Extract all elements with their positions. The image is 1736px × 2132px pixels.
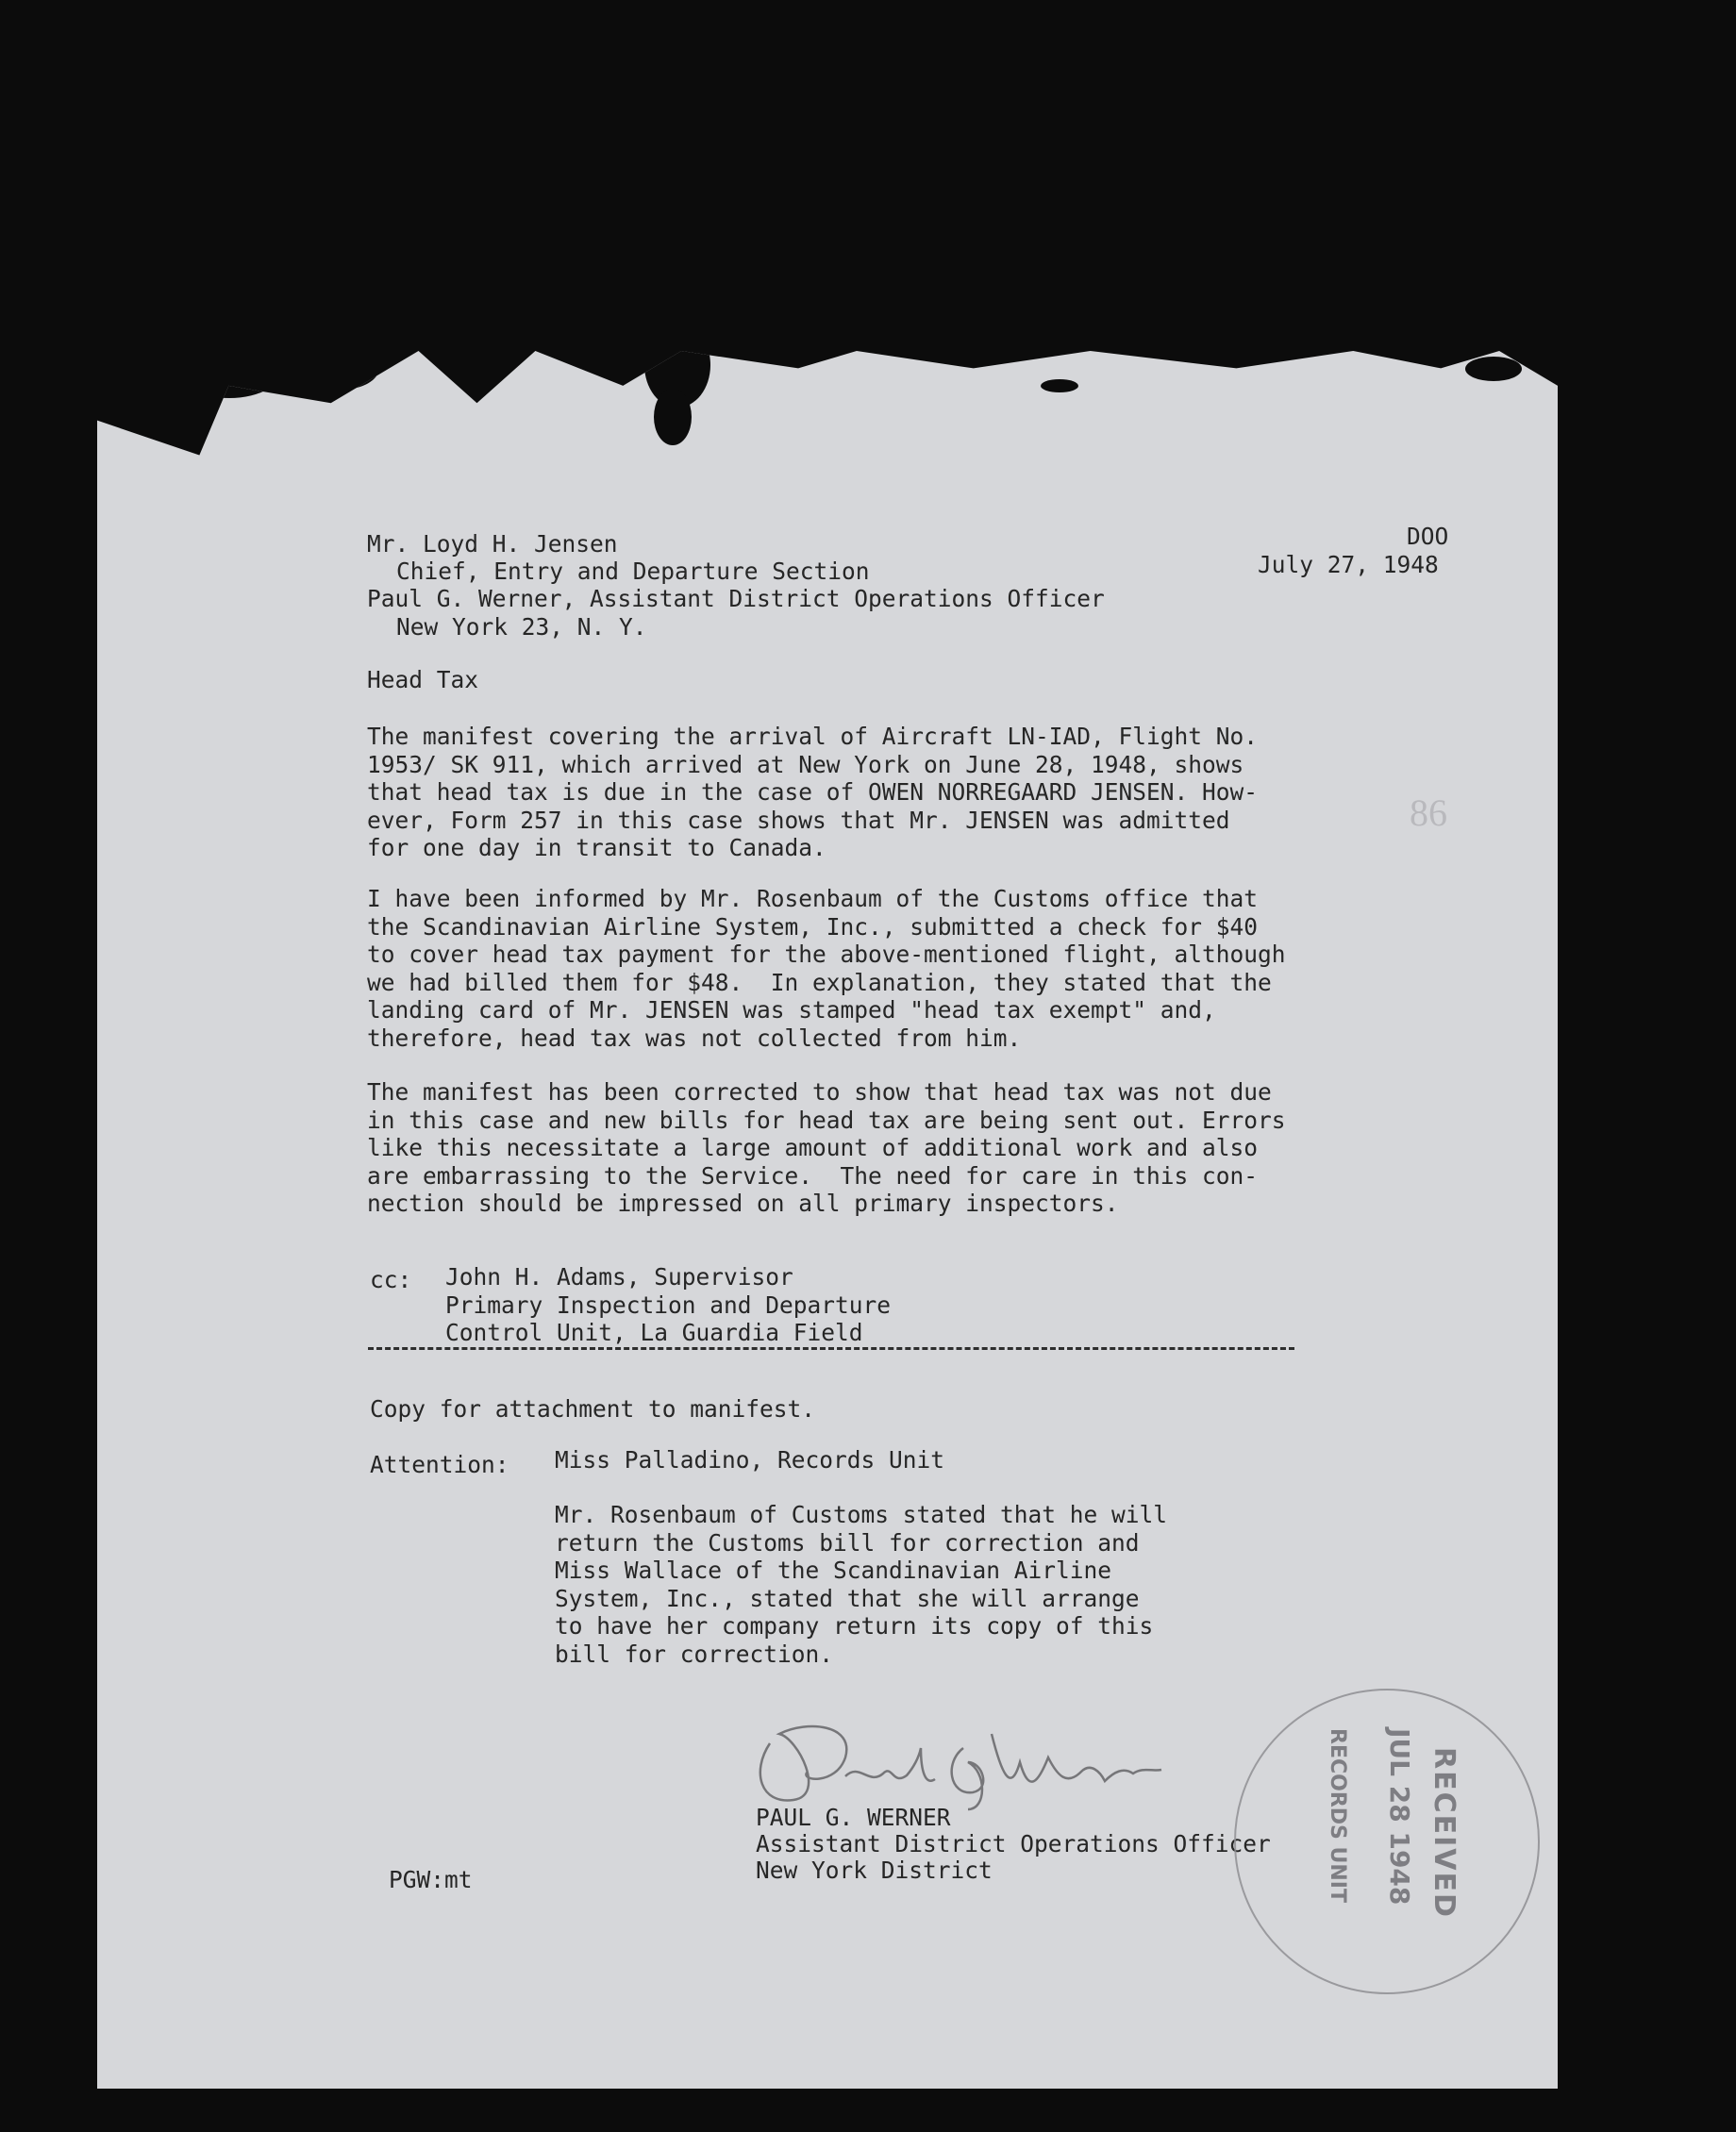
- signer-district: New York District: [756, 1857, 993, 1884]
- body-paragraph-1: [367, 723, 1258, 862]
- paragraph-line: in this case and new bills for head tax are being sent out. Errors: [367, 1106, 1286, 1134]
- office-code: DOO: [1407, 523, 1449, 550]
- cc-line: John H. Adams, Supervisor: [445, 1263, 793, 1291]
- paragraph-line: I have been informed by Mr. Rosenbaum of the Customs office that: [367, 885, 1259, 912]
- paragraph-line: that head tax is due in the case of OWEN NORREGAARD JENSEN. How-: [367, 778, 1259, 806]
- letter-date: July 27, 1948: [1258, 551, 1439, 578]
- typist-initials: PGW:mt: [389, 1866, 473, 1893]
- cc-line: Primary Inspection and Departure: [445, 1291, 892, 1319]
- paragraph-line: therefore, head tax was not collected from him.: [367, 1024, 1022, 1052]
- stamp-unit-text: RECORDS UNIT: [1326, 1728, 1349, 1903]
- separator-dashes: [368, 1347, 1294, 1350]
- margin-page-number: 86: [1410, 791, 1447, 834]
- paragraph-line: are embarrassing to the Service. The need for care in this con-: [367, 1161, 1259, 1190]
- tear-hole: [654, 389, 692, 445]
- recipient-title: Chief, Entry and Departure Section: [396, 558, 870, 585]
- attention-label: Attention:: [370, 1451, 509, 1478]
- handwritten-signature: [742, 1706, 1176, 1819]
- paragraph-line: 1953/ SK 911, which arrived at New York on June 28, 1948, shows: [367, 750, 1244, 778]
- attention-name: Miss Palladino, Records Unit: [555, 1446, 945, 1474]
- signer-title: Assistant District Operations Officer: [756, 1830, 1271, 1857]
- cc-block: [445, 1263, 891, 1347]
- note-line: bill for correction.: [555, 1640, 834, 1668]
- note-line: System, Inc., stated that she will arrange: [555, 1584, 1140, 1612]
- cc-line: Control Unit, La Guardia Field: [445, 1319, 863, 1346]
- recipient-name: Mr. Loyd H. Jensen: [367, 530, 618, 558]
- sender-line: Paul G. Werner, Assistant District Operations Officer: [367, 585, 1105, 612]
- paragraph-line: to cover head tax payment for the above-mentioned flight, although: [367, 941, 1286, 968]
- paragraph-line: The manifest has been corrected to show that head tax was not due: [367, 1078, 1272, 1106]
- note-line: Miss Wallace of the Scandinavian Airline: [555, 1557, 1112, 1584]
- paragraph-line: like this necessitate a large amount of additional work and also: [367, 1134, 1259, 1161]
- stamp-received-text: RECEIVED: [1427, 1747, 1461, 1919]
- note-line: return the Customs bill for correction and: [555, 1528, 1140, 1557]
- paragraph-line: landing card of Mr. JENSEN was stamped "head tax exempt" and,: [367, 996, 1216, 1024]
- signer-name: PAUL G. WERNER: [756, 1804, 951, 1831]
- paragraph-line: nection should be impressed on all primary inspectors.: [367, 1190, 1119, 1217]
- tear-hole: [173, 332, 286, 398]
- tear-hole: [1465, 357, 1522, 381]
- copy-note: Copy for attachment to manifest.: [370, 1395, 816, 1423]
- note-line: Mr. Rosenbaum of Customs stated that he will: [555, 1501, 1168, 1528]
- body-paragraph-2: [367, 885, 1286, 1052]
- received-stamp: [1234, 1689, 1540, 1994]
- attention-note: [555, 1501, 1167, 1668]
- paragraph-line: the Scandinavian Airline System, Inc., submitted a check for $40: [367, 912, 1259, 941]
- tear-hole: [1041, 379, 1078, 392]
- paragraph-line: ever, Form 257 in this case shows that Mr. JENSEN was admitted: [367, 806, 1230, 834]
- cc-label: cc:: [370, 1266, 412, 1293]
- recipient-address: New York 23, N. Y.: [396, 613, 647, 641]
- subject-line: Head Tax: [367, 666, 479, 693]
- tear-hole: [314, 341, 380, 389]
- paragraph-line: for one day in transit to Canada.: [367, 834, 826, 861]
- paragraph-line: The manifest covering the arrival of Aircraft LN-IAD, Flight No.: [367, 723, 1259, 750]
- paragraph-line: we had billed them for $48. In explanation, they stated that the: [367, 968, 1272, 996]
- stamp-date-text: JUL 28 1948: [1384, 1728, 1415, 1906]
- note-line: to have her company return its copy of this: [555, 1612, 1154, 1640]
- body-paragraph-3: [367, 1078, 1286, 1218]
